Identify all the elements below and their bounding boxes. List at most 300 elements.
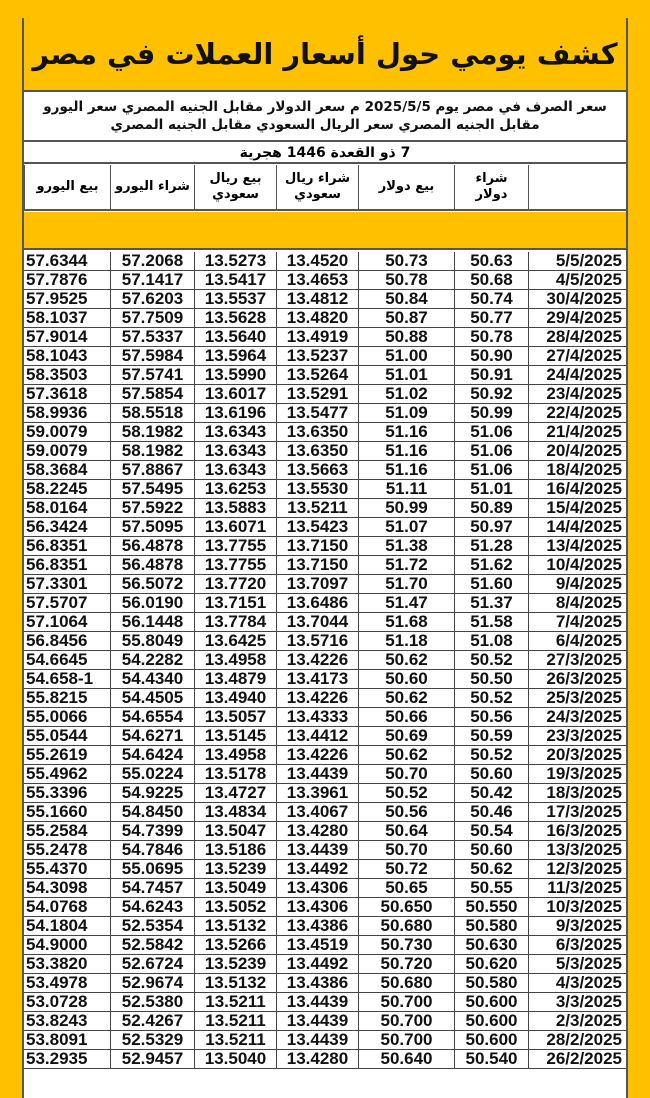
cell-euro-buy: 57.5095 (110, 518, 194, 537)
cell-riyal-sell: 13.4958 (194, 746, 276, 765)
cell-riyal-sell: 13.5211 (194, 1031, 276, 1050)
cell-dollar-buy: 50.600 (454, 1012, 528, 1031)
cell-riyal-sell: 13.5057 (194, 708, 276, 727)
rates-sheet (22, 18, 628, 1098)
table-row (24, 537, 626, 556)
cell-dollar-sell: 50.65 (358, 879, 454, 898)
cell-euro-sell: 55.4370 (26, 860, 88, 878)
cell-dollar-sell: 51.18 (358, 632, 454, 651)
cell-riyal-sell: 13.7755 (194, 537, 276, 556)
cell-date: 30/4/2025 (528, 290, 626, 309)
page-title: كشف يومي حول أسعار العملات في مصر (24, 18, 626, 92)
cell-dollar-sell: 51.16 (358, 423, 454, 442)
cell-riyal-sell: 13.4879 (194, 670, 276, 689)
table-row (24, 670, 626, 689)
cell-riyal-sell: 13.5040 (194, 1050, 276, 1069)
cell-riyal-sell: 13.4958 (194, 651, 276, 670)
cell-euro-sell: 59.0079 (26, 442, 88, 460)
cell-riyal-buy: 13.4439 (276, 841, 358, 860)
cell-euro-buy: 56.5072 (110, 575, 194, 594)
cell-dollar-sell: 50.56 (358, 803, 454, 822)
cell-riyal-buy: 13.7150 (276, 537, 358, 556)
cell-dollar-sell: 50.680 (358, 917, 454, 936)
table-row (24, 955, 626, 974)
cell-euro-buy: 52.5380 (110, 993, 194, 1012)
table-row (24, 993, 626, 1012)
cell-dollar-buy: 50.56 (454, 708, 528, 727)
cell-euro-buy: 54.4505 (110, 689, 194, 708)
cell-euro-sell: 54.658-1 (26, 670, 94, 688)
cell-riyal-buy: 13.5477 (276, 404, 358, 423)
cell-dollar-sell: 50.64 (358, 822, 454, 841)
cell-dollar-buy: 50.63 (454, 252, 528, 271)
cell-euro-buy: 58.1982 (110, 442, 194, 461)
cell-euro-sell: 58.3684 (26, 461, 88, 479)
table-row (24, 271, 626, 290)
cell-riyal-buy: 13.5423 (276, 518, 358, 537)
cell-dollar-sell: 50.69 (358, 727, 454, 746)
cell-euro-sell: 57.3301 (26, 575, 88, 593)
cell-date: 18/4/2025 (528, 461, 626, 480)
cell-euro-sell: 53.8091 (26, 1031, 88, 1049)
cell-riyal-sell: 13.5145 (194, 727, 276, 746)
cell-dollar-buy: 50.68 (454, 271, 528, 290)
cell-euro-sell: 57.5707 (26, 594, 88, 612)
cell-dollar-buy: 50.600 (454, 993, 528, 1012)
cell-dollar-sell: 51.02 (358, 385, 454, 404)
table-row (24, 385, 626, 404)
cell-riyal-buy: 13.4439 (276, 765, 358, 784)
cell-dollar-sell: 50.62 (358, 746, 454, 765)
cell-date: 7/4/2025 (528, 613, 626, 632)
hijri-date: 7 ذو القعدة 1446 هجرية (24, 144, 626, 164)
cell-riyal-sell: 13.7720 (194, 575, 276, 594)
cell-date: 20/4/2025 (528, 442, 626, 461)
cell-date: 27/4/2025 (528, 347, 626, 366)
cell-riyal-buy: 13.5663 (276, 461, 358, 480)
cell-dollar-sell: 51.47 (358, 594, 454, 613)
header-riyal-sell: بيع ريال سعودي (194, 165, 276, 209)
cell-riyal-buy: 13.7044 (276, 613, 358, 632)
cell-euro-buy: 57.8867 (110, 461, 194, 480)
cell-date: 17/3/2025 (528, 803, 626, 822)
cell-euro-buy: 54.6424 (110, 746, 194, 765)
cell-date: 5/5/2025 (528, 252, 626, 271)
cell-riyal-sell: 13.5132 (194, 974, 276, 993)
cell-dollar-buy: 50.60 (454, 765, 528, 784)
table-row (24, 765, 626, 784)
cell-dollar-buy: 51.01 (454, 480, 528, 499)
cell-riyal-buy: 13.4919 (276, 328, 358, 347)
cell-euro-sell: 54.9000 (26, 936, 88, 954)
header-dollar-buy: شراء دولار (454, 165, 528, 209)
cell-riyal-sell: 13.5049 (194, 879, 276, 898)
cell-riyal-buy: 13.5211 (276, 499, 358, 518)
cell-dollar-sell: 50.70 (358, 765, 454, 784)
cell-euro-buy: 57.5495 (110, 480, 194, 499)
cell-euro-buy: 54.6271 (110, 727, 194, 746)
cell-date: 13/4/2025 (528, 537, 626, 556)
table-row (24, 518, 626, 537)
cell-dollar-buy: 50.50 (454, 670, 528, 689)
cell-dollar-buy: 50.77 (454, 309, 528, 328)
cell-dollar-sell: 50.72 (358, 860, 454, 879)
table-header (24, 165, 626, 211)
cell-dollar-buy: 50.89 (454, 499, 528, 518)
cell-euro-sell: 55.0544 (26, 727, 88, 745)
cell-riyal-sell: 13.5047 (194, 822, 276, 841)
cell-euro-sell: 54.3098 (26, 879, 88, 897)
cell-riyal-sell: 13.5417 (194, 271, 276, 290)
cell-riyal-buy: 13.4173 (276, 670, 358, 689)
cell-dollar-sell: 50.700 (358, 1031, 454, 1050)
cell-dollar-buy: 50.74 (454, 290, 528, 309)
cell-date: 26/3/2025 (528, 670, 626, 689)
cell-riyal-buy: 13.4412 (276, 727, 358, 746)
cell-riyal-buy: 13.4820 (276, 309, 358, 328)
cell-euro-sell: 53.0728 (26, 993, 88, 1011)
cell-dollar-buy: 50.630 (454, 936, 528, 955)
cell-euro-buy: 56.0190 (110, 594, 194, 613)
cell-date: 6/4/2025 (528, 632, 626, 651)
cell-date: 16/3/2025 (528, 822, 626, 841)
cell-dollar-buy: 50.78 (454, 328, 528, 347)
cell-euro-buy: 57.1417 (110, 271, 194, 290)
cell-dollar-buy: 50.46 (454, 803, 528, 822)
cell-date: 2/3/2025 (528, 1012, 626, 1031)
cell-riyal-sell: 13.5964 (194, 347, 276, 366)
cell-euro-sell: 56.8351 (26, 556, 88, 574)
table-row (24, 594, 626, 613)
cell-riyal-sell: 13.5990 (194, 366, 276, 385)
cell-euro-sell: 55.2584 (26, 822, 88, 840)
cell-riyal-buy: 13.7097 (276, 575, 358, 594)
cell-riyal-buy: 13.4386 (276, 974, 358, 993)
cell-dollar-buy: 51.60 (454, 575, 528, 594)
header-band (24, 212, 626, 250)
cell-dollar-sell: 50.700 (358, 993, 454, 1012)
cell-euro-sell: 57.1064 (26, 613, 88, 631)
cell-dollar-buy: 50.55 (454, 879, 528, 898)
table-row (24, 632, 626, 651)
cell-euro-buy: 56.4878 (110, 537, 194, 556)
cell-euro-buy: 52.5354 (110, 917, 194, 936)
table-row (24, 404, 626, 423)
cell-riyal-buy: 13.6350 (276, 442, 358, 461)
cell-euro-sell: 57.7876 (26, 271, 88, 289)
cell-euro-buy: 54.6243 (110, 898, 194, 917)
sheet-description: سعر الصرف في مصر يوم 2025/5/5 م سعر الدولار مقابل الجنيه المصري سعر اليورو مقابل الجنيه المصري سعر الريال السعودي مقابل الجنيه المصري (24, 92, 626, 142)
cell-euro-buy: 54.4340 (110, 670, 194, 689)
cell-euro-sell: 54.1804 (26, 917, 88, 935)
cell-euro-sell: 53.4978 (26, 974, 88, 992)
table-row (24, 252, 626, 271)
cell-date: 29/4/2025 (528, 309, 626, 328)
cell-dollar-buy: 51.08 (454, 632, 528, 651)
cell-euro-sell: 55.0066 (26, 708, 88, 726)
cell-euro-buy: 57.5984 (110, 347, 194, 366)
cell-riyal-buy: 13.4333 (276, 708, 358, 727)
cell-date: 19/3/2025 (528, 765, 626, 784)
cell-date: 8/4/2025 (528, 594, 626, 613)
cell-dollar-buy: 50.59 (454, 727, 528, 746)
table-row (24, 727, 626, 746)
table-row (24, 746, 626, 765)
cell-euro-sell: 57.9525 (26, 290, 88, 308)
header-date (528, 165, 626, 209)
cell-euro-sell: 56.8351 (26, 537, 88, 555)
header-euro-buy: شراء اليورو (110, 165, 194, 209)
header-riyal-buy: شراء ريال سعودي (276, 165, 358, 209)
cell-riyal-sell: 13.7784 (194, 613, 276, 632)
cell-dollar-sell: 50.66 (358, 708, 454, 727)
cell-euro-buy: 54.7457 (110, 879, 194, 898)
cell-riyal-buy: 13.4812 (276, 290, 358, 309)
cell-euro-buy: 54.2282 (110, 651, 194, 670)
cell-riyal-buy: 13.6486 (276, 594, 358, 613)
cell-riyal-sell: 13.4940 (194, 689, 276, 708)
cell-date: 15/4/2025 (528, 499, 626, 518)
table-row (24, 575, 626, 594)
cell-dollar-buy: 50.620 (454, 955, 528, 974)
cell-riyal-sell: 13.5178 (194, 765, 276, 784)
cell-euro-buy: 57.5922 (110, 499, 194, 518)
cell-riyal-buy: 13.4653 (276, 271, 358, 290)
table-row (24, 613, 626, 632)
cell-dollar-buy: 50.91 (454, 366, 528, 385)
cell-euro-buy: 52.5329 (110, 1031, 194, 1050)
cell-date: 28/4/2025 (528, 328, 626, 347)
cell-dollar-sell: 50.78 (358, 271, 454, 290)
cell-date: 10/4/2025 (528, 556, 626, 575)
cell-riyal-buy: 13.4519 (276, 936, 358, 955)
cell-riyal-sell: 13.5273 (194, 252, 276, 271)
cell-euro-buy: 55.0695 (110, 860, 194, 879)
cell-euro-sell: 53.2935 (26, 1050, 88, 1068)
cell-euro-buy: 55.8049 (110, 632, 194, 651)
cell-dollar-sell: 51.72 (358, 556, 454, 575)
table-row (24, 708, 626, 727)
cell-riyal-sell: 13.6343 (194, 461, 276, 480)
cell-dollar-buy: 50.52 (454, 746, 528, 765)
table-row (24, 974, 626, 993)
cell-riyal-buy: 13.4439 (276, 1012, 358, 1031)
cell-date: 22/4/2025 (528, 404, 626, 423)
cell-euro-sell: 58.1043 (26, 347, 88, 365)
cell-dollar-buy: 50.42 (454, 784, 528, 803)
cell-riyal-sell: 13.4727 (194, 784, 276, 803)
cell-euro-buy: 52.9674 (110, 974, 194, 993)
cell-date: 26/2/2025 (528, 1050, 626, 1069)
cell-dollar-sell: 51.07 (358, 518, 454, 537)
cell-euro-buy: 54.8450 (110, 803, 194, 822)
cell-date: 24/4/2025 (528, 366, 626, 385)
cell-riyal-buy: 13.5264 (276, 366, 358, 385)
cell-euro-buy: 54.6554 (110, 708, 194, 727)
cell-euro-sell: 55.2619 (26, 746, 88, 764)
cell-euro-buy: 52.6724 (110, 955, 194, 974)
cell-riyal-sell: 13.5211 (194, 1012, 276, 1031)
table-row (24, 461, 626, 480)
cell-dollar-sell: 50.99 (358, 499, 454, 518)
cell-euro-sell: 53.8243 (26, 1012, 88, 1030)
cell-riyal-buy: 13.4386 (276, 917, 358, 936)
cell-riyal-sell: 13.6017 (194, 385, 276, 404)
cell-riyal-buy: 13.4226 (276, 689, 358, 708)
cell-euro-buy: 58.5518 (110, 404, 194, 423)
cell-dollar-sell: 50.680 (358, 974, 454, 993)
cell-date: 9/4/2025 (528, 575, 626, 594)
cell-dollar-buy: 51.06 (454, 423, 528, 442)
cell-riyal-buy: 13.4226 (276, 746, 358, 765)
cell-riyal-sell: 13.5132 (194, 917, 276, 936)
rates-table-body (24, 252, 626, 1069)
cell-dollar-sell: 50.720 (358, 955, 454, 974)
table-row (24, 651, 626, 670)
cell-dollar-buy: 50.580 (454, 974, 528, 993)
table-row (24, 442, 626, 461)
cell-date: 10/3/2025 (528, 898, 626, 917)
cell-riyal-sell: 13.6253 (194, 480, 276, 499)
table-row (24, 917, 626, 936)
cell-riyal-sell: 13.5266 (194, 936, 276, 955)
cell-euro-buy: 54.9225 (110, 784, 194, 803)
cell-dollar-sell: 51.09 (358, 404, 454, 423)
cell-dollar-buy: 51.06 (454, 442, 528, 461)
cell-euro-buy: 57.6203 (110, 290, 194, 309)
table-row (24, 347, 626, 366)
cell-dollar-buy: 50.90 (454, 347, 528, 366)
cell-dollar-buy: 51.58 (454, 613, 528, 632)
cell-riyal-buy: 13.4439 (276, 993, 358, 1012)
table-row (24, 879, 626, 898)
cell-dollar-sell: 51.01 (358, 366, 454, 385)
cell-euro-buy: 54.7399 (110, 822, 194, 841)
cell-date: 6/3/2025 (528, 936, 626, 955)
cell-dollar-sell: 50.88 (358, 328, 454, 347)
cell-dollar-sell: 51.70 (358, 575, 454, 594)
cell-date: 23/3/2025 (528, 727, 626, 746)
cell-riyal-buy: 13.4520 (276, 252, 358, 271)
cell-euro-buy: 57.7509 (110, 309, 194, 328)
cell-date: 16/4/2025 (528, 480, 626, 499)
cell-riyal-buy: 13.4280 (276, 1050, 358, 1069)
table-row (24, 860, 626, 879)
cell-dollar-buy: 51.28 (454, 537, 528, 556)
cell-euro-sell: 58.0164 (26, 499, 88, 517)
cell-dollar-buy: 50.97 (454, 518, 528, 537)
cell-euro-sell: 58.2245 (26, 480, 88, 498)
cell-date: 3/3/2025 (528, 993, 626, 1012)
cell-riyal-sell: 13.6343 (194, 423, 276, 442)
cell-dollar-buy: 50.540 (454, 1050, 528, 1069)
cell-riyal-sell: 13.4834 (194, 803, 276, 822)
table-row (24, 366, 626, 385)
cell-dollar-buy: 50.62 (454, 860, 528, 879)
cell-euro-buy: 57.2068 (110, 252, 194, 271)
cell-euro-sell: 59.0079 (26, 423, 88, 441)
cell-riyal-sell: 13.5186 (194, 841, 276, 860)
cell-euro-buy: 57.5854 (110, 385, 194, 404)
cell-riyal-buy: 13.5237 (276, 347, 358, 366)
cell-riyal-sell: 13.7755 (194, 556, 276, 575)
cell-riyal-buy: 13.4226 (276, 651, 358, 670)
cell-euro-sell: 54.0768 (26, 898, 88, 916)
cell-date: 4/5/2025 (528, 271, 626, 290)
cell-dollar-sell: 50.640 (358, 1050, 454, 1069)
cell-dollar-sell: 50.62 (358, 651, 454, 670)
cell-euro-sell: 56.8456 (26, 632, 88, 650)
cell-dollar-buy: 50.52 (454, 689, 528, 708)
cell-riyal-sell: 13.7151 (194, 594, 276, 613)
cell-euro-buy: 57.5337 (110, 328, 194, 347)
cell-dollar-sell: 50.60 (358, 670, 454, 689)
cell-riyal-sell: 13.5239 (194, 955, 276, 974)
cell-riyal-sell: 13.6071 (194, 518, 276, 537)
cell-euro-sell: 57.6344 (26, 252, 88, 270)
cell-euro-sell: 57.3618 (26, 385, 88, 403)
cell-date: 20/3/2025 (528, 746, 626, 765)
cell-riyal-buy: 13.4492 (276, 955, 358, 974)
cell-riyal-buy: 13.7150 (276, 556, 358, 575)
cell-euro-buy: 56.4878 (110, 556, 194, 575)
cell-date: 28/2/2025 (528, 1031, 626, 1050)
table-row (24, 1050, 626, 1069)
cell-dollar-buy: 50.92 (454, 385, 528, 404)
cell-euro-buy: 58.1982 (110, 423, 194, 442)
table-row (24, 499, 626, 518)
cell-riyal-sell: 13.6343 (194, 442, 276, 461)
cell-riyal-buy: 13.3961 (276, 784, 358, 803)
table-row (24, 1031, 626, 1050)
cell-euro-sell: 55.2478 (26, 841, 88, 859)
cell-dollar-buy: 51.06 (454, 461, 528, 480)
table-row (24, 841, 626, 860)
cell-date: 12/3/2025 (528, 860, 626, 879)
table-row (24, 290, 626, 309)
cell-dollar-sell: 50.52 (358, 784, 454, 803)
cell-dollar-sell: 51.16 (358, 442, 454, 461)
cell-riyal-sell: 13.5052 (194, 898, 276, 917)
cell-date: 5/3/2025 (528, 955, 626, 974)
cell-euro-sell: 54.6645 (26, 651, 88, 669)
cell-riyal-buy: 13.4306 (276, 898, 358, 917)
cell-dollar-sell: 51.38 (358, 537, 454, 556)
cell-riyal-buy: 13.5291 (276, 385, 358, 404)
cell-riyal-buy: 13.5530 (276, 480, 358, 499)
cell-euro-buy: 55.0224 (110, 765, 194, 784)
cell-date: 23/4/2025 (528, 385, 626, 404)
cell-riyal-sell: 13.5883 (194, 499, 276, 518)
cell-euro-buy: 52.5842 (110, 936, 194, 955)
cell-euro-sell: 58.1037 (26, 309, 88, 327)
table-row (24, 822, 626, 841)
cell-dollar-sell: 50.84 (358, 290, 454, 309)
cell-riyal-buy: 13.4439 (276, 1031, 358, 1050)
cell-dollar-sell: 51.11 (358, 480, 454, 499)
cell-date: 27/3/2025 (528, 651, 626, 670)
cell-euro-sell: 55.3396 (26, 784, 88, 802)
cell-dollar-buy: 50.60 (454, 841, 528, 860)
cell-dollar-sell: 50.650 (358, 898, 454, 917)
cell-riyal-sell: 13.5537 (194, 290, 276, 309)
cell-dollar-sell: 51.00 (358, 347, 454, 366)
cell-riyal-sell: 13.5628 (194, 309, 276, 328)
cell-dollar-buy: 51.62 (454, 556, 528, 575)
cell-dollar-sell: 50.62 (358, 689, 454, 708)
cell-euro-sell: 55.1660 (26, 803, 88, 821)
table-row (24, 898, 626, 917)
